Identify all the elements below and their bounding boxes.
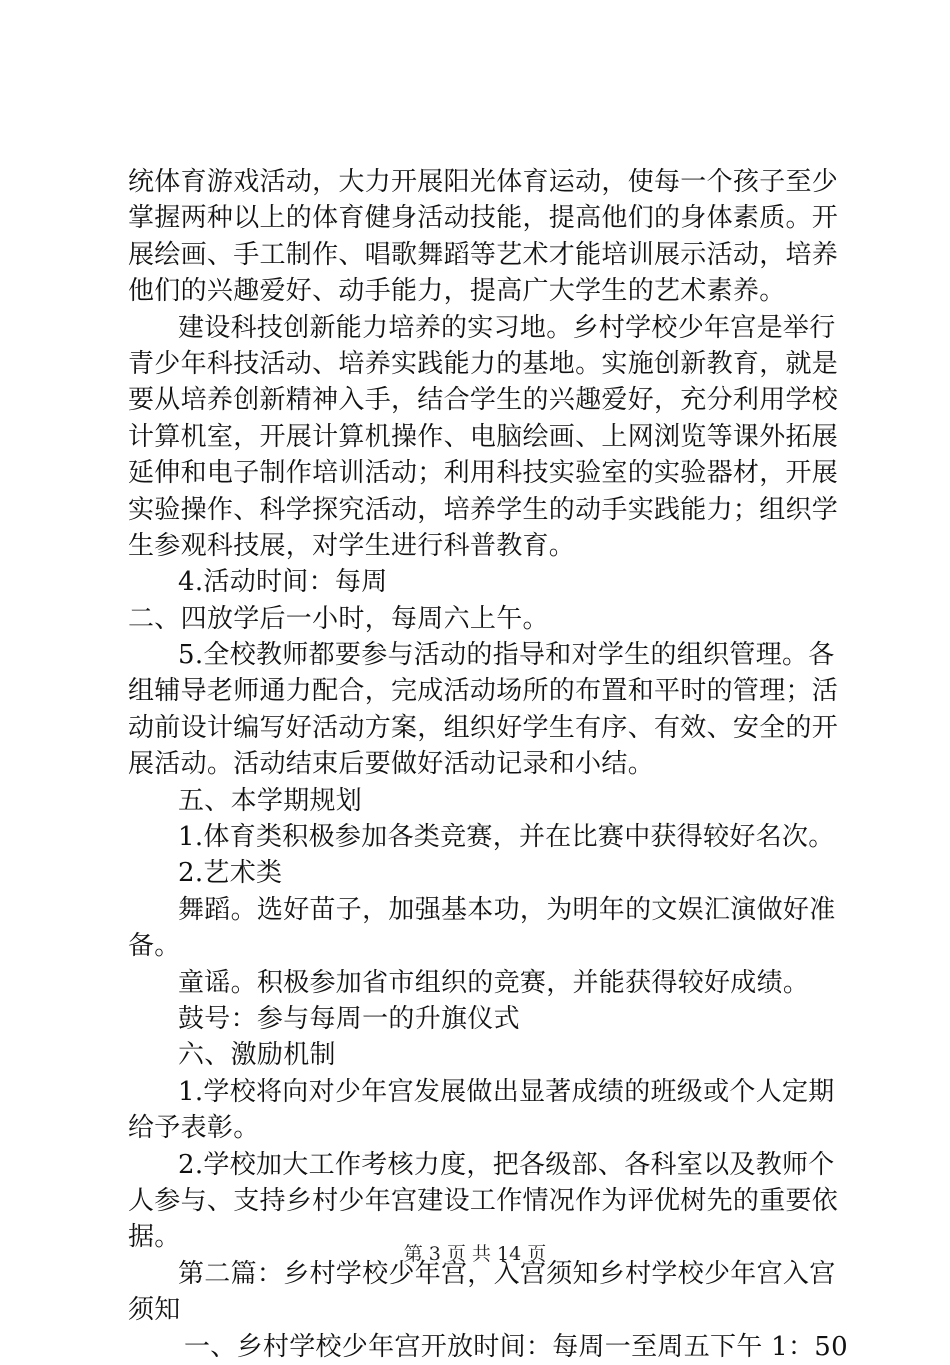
paragraph-start-line: 童谣。积极参加省市组织的竞赛，并能获得较好成绩。 [178,967,810,998]
paragraph-start-line: 2.艺术类 [178,858,283,889]
text-line: 给予表彰。 [128,1113,260,1144]
text-line: 组辅导老师通力配合，完成活动场所的布置和平时的管理；活 [128,676,839,707]
text-line: 统体育游戏活动，大力开展阳光体育运动，使每一个孩子至少 [128,167,839,197]
text-line: 掌握两种以上的体育健身活动技能，提高他们的身体素质。开 [128,203,839,234]
paragraph-start-line: 建设科技创新能力培养的实习地。乡村学校少年宫是举行 [178,312,836,343]
section-heading: 六、激励机制 [178,1040,336,1071]
text-line: 须知 [128,1295,181,1326]
text-line: 备。 [128,931,181,962]
text-line: 生参观科技展，对学生进行科普教育。 [128,530,576,561]
paragraph-start-line: 5.全校教师都要参与活动的指导和对学生的组织管理。各 [178,640,835,671]
page-number-footer: 第 3 页 共 14 页 [403,1243,547,1265]
chapter-heading: 第二篇：乡村学校少年宫，入宫须知乡村学校少年宫入宫 [178,1258,836,1289]
text-line: 人参与、支持乡村少年宫建设工作情况作为评优树先的重要依 [128,1185,839,1216]
text-line: 延伸和电子制作培训活动；利用科技实验室的实验器材，开展 [128,458,839,489]
text-line: 动前设计编写好活动方案，组织好学生有序、有效、安全的开 [128,712,839,743]
paragraph-start-line: 1.学校将向对少年宫发展做出显著成绩的班级或个人定期 [178,1076,835,1107]
text-line: 他们的兴趣爱好、动手能力，提高广大学生的艺术素养。 [128,276,786,307]
paragraph-start-line: 1.体育类积极参加各类竞赛，并在比赛中获得较好名次。 [178,822,835,853]
section-heading: 五、本学期规划 [178,785,363,816]
paragraph-start-line: 一、乡村学校少年宫开放时间：每周一至周五下午 1：50 [184,1331,848,1362]
paragraph-start-line: 2.学校加大工作考核力度，把各级部、各科室以及教师个 [178,1149,835,1180]
text-line: 要从培养创新精神入手，结合学生的兴趣爱好，充分利用学校 [128,385,839,416]
text-line: 青少年科技活动、培养实践能力的基地。实施创新教育，就是 [128,348,839,379]
text-line: 据。 [128,1222,181,1253]
text-line: 展活动。活动结束后要做好活动记录和小结。 [128,749,655,780]
paragraph-start-line: 鼓号：参与每周一的升旗仪式 [178,1003,520,1034]
text-line: 二、四放学后一小时，每周六上午。 [128,603,549,634]
text-line: 实验操作、科学探究活动，培养学生的动手实践能力；组织学 [128,494,839,525]
text-line: 展绘画、手工制作、唱歌舞蹈等艺术才能培训展示活动，培养 [128,239,839,270]
text-line: 计算机室，开展计算机操作、电脑绘画、上网浏览等课外拓展 [128,421,839,452]
document-body [128,164,848,1365]
paragraph-start-line: 4.活动时间：每周 [178,567,388,598]
paragraph-start-line: 舞蹈。选好苗子，加强基本功，为明年的文娱汇演做好准 [178,894,836,925]
